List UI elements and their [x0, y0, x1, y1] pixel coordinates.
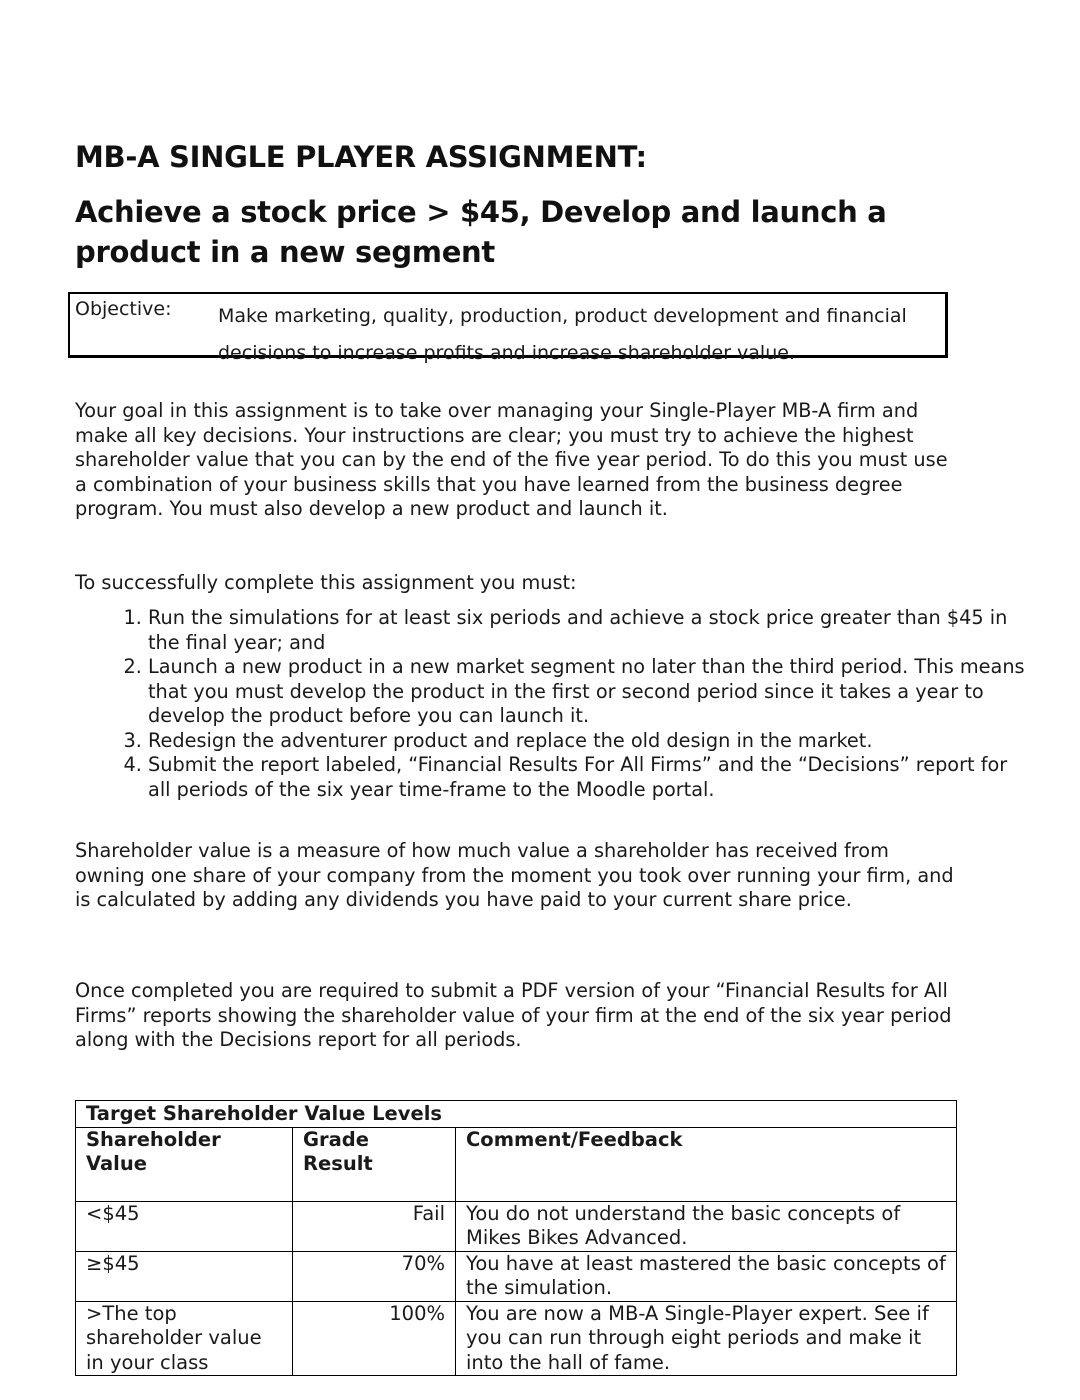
- submission-paragraph: Once completed you are required to submit a PDF version of your “Financial Results for All Firms” reports showing the shareholder value of your firm at the end of the six year period along with the Decisions report for all periods.: [75, 979, 952, 1052]
- row-grade: 100%: [293, 1301, 456, 1376]
- row-grade: 70%: [293, 1251, 456, 1301]
- requirements-intro: To successfully complete this assignment you must:: [75, 571, 577, 594]
- header-grade-result: Grade Result: [293, 1127, 456, 1201]
- row-grade: Fail: [293, 1201, 456, 1251]
- row-value: <$45: [76, 1201, 293, 1251]
- intro-paragraph: Your goal in this assignment is to take over managing your Single-Player MB-A firm and make all key decisions. Your instructions are clear; you must try to achieve the highest shareholder value that you can by the end of the five year period. To do this you must use a combination of your business skills that you have learned from the business degree program. You must also develop a new product and launch it.: [75, 399, 948, 521]
- list-item: 4. Submit the report labeled, “Financial Results For All Firms” and the “Decisions” report for all periods of the six year time-frame to the Moodle portal.: [148, 753, 1028, 802]
- page-subtitle: Achieve a stock price > $45, Develop and launch a product in a new segment: [75, 195, 887, 269]
- table-header-row: [76, 1127, 957, 1201]
- objective-box: [68, 292, 948, 364]
- table-caption: Target Shareholder Value Levels: [76, 1101, 957, 1128]
- row-comment: You are now a MB-A Single-Player expert. See if you can run through eight periods and make it into the hall of fame.: [456, 1301, 957, 1376]
- row-value: ≥$45: [76, 1251, 293, 1301]
- list-item: 1. Run the simulations for at least six periods and achieve a stock price greater than $45 in the final year; and: [148, 606, 1028, 655]
- list-item: 2. Launch a new product in a new market segment no later than the third period. This means that you must develop the product in the first or second period since it takes a year to develop the product before you can launch it.: [148, 655, 1028, 729]
- row-value: >The top shareholder value in your class: [76, 1301, 293, 1376]
- row-comment: You do not understand the basic concepts of Mikes Bikes Advanced.: [456, 1201, 957, 1251]
- list-item: 3. Redesign the adventurer product and replace the old design in the market.: [148, 729, 1028, 754]
- page-title: MB-A SINGLE PLAYER ASSIGNMENT:: [75, 140, 647, 174]
- table-row: [76, 1301, 957, 1376]
- objective-label: Objective:: [75, 298, 172, 320]
- requirements-list: [75, 606, 1028, 802]
- shareholder-value-paragraph: Shareholder value is a measure of how much value a shareholder has received from owning one share of your company from the moment you took over running your firm, and is calculated by adding any dividends you have paid to your current share price.: [75, 839, 954, 912]
- table-row: [76, 1251, 957, 1301]
- objective-text: Make marketing, quality, production, product development and financial decisions to increase profits and increase shareholder value.: [218, 305, 907, 364]
- shareholder-levels-table: [75, 1100, 957, 1376]
- header-comment: Comment/Feedback: [456, 1127, 957, 1201]
- row-comment: You have at least mastered the basic concepts of the simulation.: [456, 1251, 957, 1301]
- header-shareholder-value: Shareholder Value: [76, 1127, 293, 1201]
- table-row: [76, 1201, 957, 1251]
